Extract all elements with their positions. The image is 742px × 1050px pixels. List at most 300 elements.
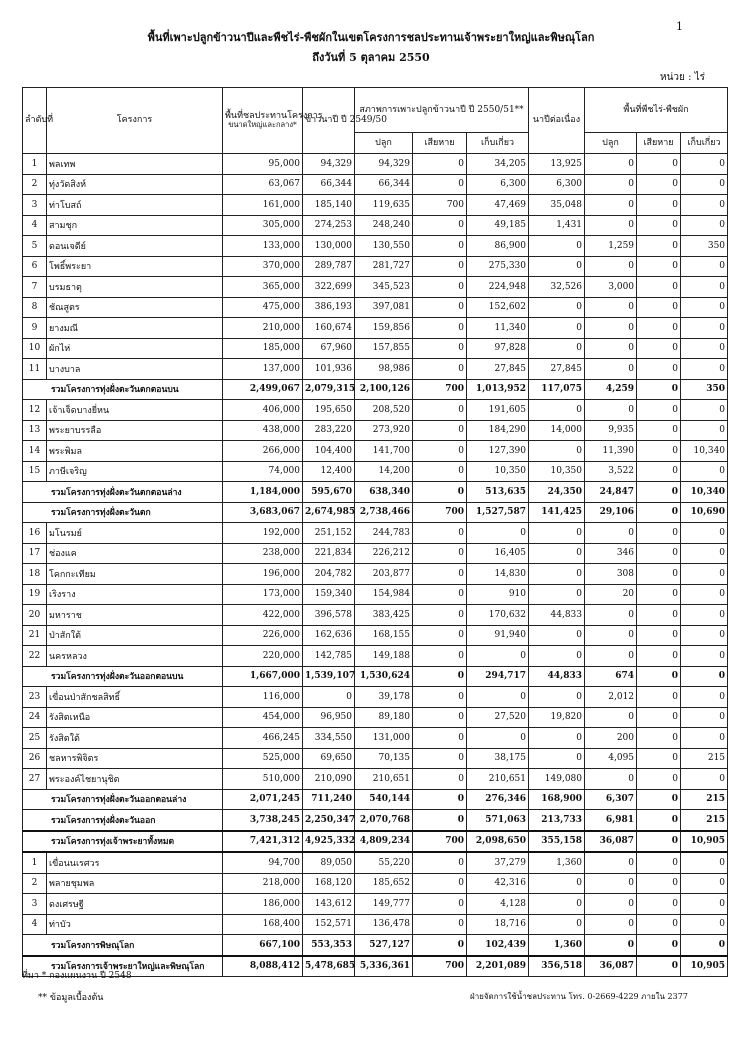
value-cell: 0 xyxy=(681,195,728,216)
value-cell: 203,877 xyxy=(355,564,413,585)
value-cell: 9,935 xyxy=(585,420,637,441)
value-cell: 0 xyxy=(585,605,637,626)
value-cell: 195,650 xyxy=(303,400,355,421)
footnote-source: ที่มา * กองแผนงาน ปี 2548 xyxy=(22,971,132,981)
value-cell: 0 xyxy=(681,769,728,790)
summary-row xyxy=(23,810,728,831)
value-cell: 5,336,361 xyxy=(355,956,413,977)
value-cell: 149,777 xyxy=(355,894,413,915)
value-cell: 89,050 xyxy=(303,852,355,873)
value-cell: 6,307 xyxy=(585,789,637,810)
value-cell: 4,095 xyxy=(585,748,637,769)
table-row xyxy=(23,584,728,605)
value-cell: 466,245 xyxy=(223,728,303,749)
project-name: ดอนเจดีย์ xyxy=(47,236,223,257)
value-cell: 130,550 xyxy=(355,236,413,257)
value-cell: 0 xyxy=(413,605,467,626)
value-cell: 0 xyxy=(637,894,681,915)
value-cell: 1,431 xyxy=(529,215,585,236)
table-row xyxy=(23,873,728,894)
project-name: ท่าบัว xyxy=(47,914,223,935)
summary-label: รวมโครงการทุ่งฝั่งตะวันออกตอนบน xyxy=(23,666,223,687)
value-cell: 1,013,952 xyxy=(467,379,529,400)
value-cell: 0 xyxy=(529,584,585,605)
value-cell: 275,330 xyxy=(467,256,529,277)
value-cell: 0 xyxy=(681,318,728,339)
value-cell: 0 xyxy=(637,256,681,277)
value-cell: 116,000 xyxy=(223,687,303,708)
value-cell: 173,000 xyxy=(223,584,303,605)
project-name: โพธิ์พระยา xyxy=(47,256,223,277)
value-cell: 0 xyxy=(585,873,637,894)
value-cell: 1,539,107 xyxy=(303,666,355,687)
value-cell: 527,127 xyxy=(355,935,413,956)
header-field-group: พื้นที่พืชไร่-พืชผัก xyxy=(585,88,728,133)
value-cell: 36,087 xyxy=(585,956,637,977)
value-cell: 0 xyxy=(637,379,681,400)
value-cell: 3,738,245 xyxy=(223,810,303,831)
value-cell: 0 xyxy=(637,605,681,626)
value-cell: 2,499,067 xyxy=(223,379,303,400)
table-row xyxy=(23,564,728,585)
value-cell: 0 xyxy=(681,543,728,564)
value-cell: 192,000 xyxy=(223,523,303,544)
row-number: 2 xyxy=(23,174,47,195)
value-cell: 0 xyxy=(413,461,467,482)
value-cell: 2,098,650 xyxy=(467,831,529,853)
value-cell: 383,425 xyxy=(355,605,413,626)
value-cell: 238,000 xyxy=(223,543,303,564)
header-irrigated-area xyxy=(223,88,323,154)
value-cell: 133,000 xyxy=(223,236,303,257)
value-cell: 0 xyxy=(637,769,681,790)
value-cell: 0 xyxy=(585,707,637,728)
value-cell: 27,520 xyxy=(467,707,529,728)
value-cell: 0 xyxy=(529,625,585,646)
value-cell: 0 xyxy=(637,277,681,298)
header-status-group: สภาพการเพาะปลูกข้าวนาปี ปี 2550/51** xyxy=(355,88,529,133)
row-number: 15 xyxy=(23,461,47,482)
value-cell: 0 xyxy=(637,666,681,687)
value-cell: 0 xyxy=(681,256,728,277)
value-cell: 221,834 xyxy=(303,543,355,564)
value-cell: 475,000 xyxy=(223,297,303,318)
value-cell: 0 xyxy=(413,236,467,257)
value-cell: 0 xyxy=(413,748,467,769)
value-cell: 396,578 xyxy=(303,605,355,626)
value-cell: 35,048 xyxy=(529,195,585,216)
value-cell: 0 xyxy=(585,256,637,277)
project-name: เจ้าเจ็ดบางยี่หน xyxy=(47,400,223,421)
value-cell: 0 xyxy=(529,400,585,421)
value-cell: 0 xyxy=(681,523,728,544)
table-row xyxy=(23,256,728,277)
project-name: พลายชุมพล xyxy=(47,873,223,894)
row-number: 3 xyxy=(23,195,47,216)
value-cell: 365,000 xyxy=(223,277,303,298)
table-row xyxy=(23,338,728,359)
value-cell: 0 xyxy=(637,852,681,873)
value-cell: 0 xyxy=(529,873,585,894)
row-number: 7 xyxy=(23,277,47,298)
table-row xyxy=(23,420,728,441)
header-continuous: นาปีต่อเนื่อง xyxy=(529,88,585,154)
table-body xyxy=(23,154,728,977)
value-cell: 0 xyxy=(637,215,681,236)
summary-label: รวมโครงการเจ้าพระยาใหญ่และพิษณุโลก xyxy=(23,956,223,977)
value-cell: 210,651 xyxy=(355,769,413,790)
table-row xyxy=(23,894,728,915)
value-cell: 66,344 xyxy=(355,174,413,195)
value-cell: 1,259 xyxy=(585,236,637,257)
value-cell: 2,012 xyxy=(585,687,637,708)
value-cell: 220,000 xyxy=(223,646,303,667)
value-cell: 6,300 xyxy=(467,174,529,195)
value-cell: 438,000 xyxy=(223,420,303,441)
value-cell: 0 xyxy=(413,318,467,339)
project-name: ชัณสูตร xyxy=(47,297,223,318)
value-cell: 248,240 xyxy=(355,215,413,236)
value-cell: 305,000 xyxy=(223,215,303,236)
project-name: พระองค์ไชยานุชิต xyxy=(47,769,223,790)
value-cell: 0 xyxy=(681,873,728,894)
value-cell: 130,000 xyxy=(303,236,355,257)
project-name: มหาราช xyxy=(47,605,223,626)
value-cell: 0 xyxy=(413,277,467,298)
value-cell: 74,000 xyxy=(223,461,303,482)
value-cell: 397,081 xyxy=(355,297,413,318)
value-cell: 0 xyxy=(585,297,637,318)
value-cell: 191,605 xyxy=(467,400,529,421)
value-cell: 152,571 xyxy=(303,914,355,935)
value-cell: 0 xyxy=(585,769,637,790)
header-harvest: เก็บเกี่ยว xyxy=(467,133,529,154)
summary-row xyxy=(23,666,728,687)
header-plant: ปลูก xyxy=(355,133,413,154)
value-cell: 0 xyxy=(529,564,585,585)
header-field-plant: ปลูก xyxy=(585,133,637,154)
value-cell: 0 xyxy=(413,873,467,894)
value-cell: 0 xyxy=(681,687,728,708)
value-cell: 0 xyxy=(413,297,467,318)
summary-row xyxy=(23,482,728,503)
value-cell: 3,683,067 xyxy=(223,502,303,523)
value-cell: 0 xyxy=(637,873,681,894)
value-cell: 29,106 xyxy=(585,502,637,523)
header-field-damaged: เสียหาย xyxy=(637,133,681,154)
value-cell: 0 xyxy=(467,687,529,708)
value-cell: 5,478,685 xyxy=(303,956,355,977)
summary-label: รวมโครงการพิษณุโลก xyxy=(23,935,223,956)
value-cell: 0 xyxy=(413,256,467,277)
value-cell: 1,667,000 xyxy=(223,666,303,687)
value-cell: 210,000 xyxy=(223,318,303,339)
value-cell: 94,700 xyxy=(223,852,303,873)
row-number: 26 xyxy=(23,748,47,769)
header-field-harvest: เก็บเกี่ยว xyxy=(681,133,728,154)
page-number: 1 xyxy=(676,20,683,33)
row-number: 14 xyxy=(23,441,47,462)
value-cell: 32,526 xyxy=(529,277,585,298)
value-cell: 224,948 xyxy=(467,277,529,298)
value-cell: 200 xyxy=(585,728,637,749)
value-cell: 117,075 xyxy=(529,379,585,400)
value-cell: 2,201,089 xyxy=(467,956,529,977)
value-cell: 0 xyxy=(585,318,637,339)
project-name: เขื่อนนเรศวร xyxy=(47,852,223,873)
value-cell: 44,833 xyxy=(529,666,585,687)
value-cell: 149,188 xyxy=(355,646,413,667)
value-cell: 4,925,332 xyxy=(303,831,355,853)
project-name: ทุ่งวัดสิงห์ xyxy=(47,174,223,195)
table-row xyxy=(23,646,728,667)
value-cell: 0 xyxy=(529,894,585,915)
value-cell: 4,809,234 xyxy=(355,831,413,853)
table-row xyxy=(23,914,728,935)
value-cell: 0 xyxy=(413,420,467,441)
value-cell: 0 xyxy=(413,174,467,195)
value-cell: 119,635 xyxy=(355,195,413,216)
value-cell: 55,220 xyxy=(355,852,413,873)
value-cell: 1,360 xyxy=(529,935,585,956)
value-cell: 0 xyxy=(681,277,728,298)
value-cell: 161,000 xyxy=(223,195,303,216)
value-cell: 27,845 xyxy=(467,359,529,380)
value-cell: 0 xyxy=(637,174,681,195)
value-cell: 12,400 xyxy=(303,461,355,482)
value-cell: 0 xyxy=(637,236,681,257)
value-cell: 0 xyxy=(413,154,467,175)
value-cell: 0 xyxy=(637,584,681,605)
value-cell: 334,550 xyxy=(303,728,355,749)
value-cell: 0 xyxy=(585,195,637,216)
value-cell: 20 xyxy=(585,584,637,605)
value-cell: 142,785 xyxy=(303,646,355,667)
value-cell: 0 xyxy=(529,297,585,318)
summary-label: รวมโครงการทุ่งฝั่งตะวันตก xyxy=(23,502,223,523)
value-cell: 10,690 xyxy=(681,502,728,523)
value-cell: 540,144 xyxy=(355,789,413,810)
value-cell: 0 xyxy=(585,914,637,935)
value-cell: 244,783 xyxy=(355,523,413,544)
value-cell: 0 xyxy=(681,359,728,380)
document-date: ถึงวันที่ 5 ตุลาคม 2550 xyxy=(312,51,430,64)
value-cell: 91,940 xyxy=(467,625,529,646)
table-row xyxy=(23,441,728,462)
value-cell: 0 xyxy=(413,914,467,935)
header-project: โครงการ xyxy=(47,88,223,154)
value-cell: 36,087 xyxy=(585,831,637,853)
project-name: รังสิตใต้ xyxy=(47,728,223,749)
value-cell: 2,674,985 xyxy=(303,502,355,523)
project-name: ท่าโบสถ์ xyxy=(47,195,223,216)
value-cell: 0 xyxy=(681,605,728,626)
value-cell: 0 xyxy=(681,338,728,359)
value-cell: 1,527,587 xyxy=(467,502,529,523)
row-number: 13 xyxy=(23,420,47,441)
value-cell: 0 xyxy=(637,748,681,769)
value-cell: 0 xyxy=(681,728,728,749)
value-cell: 2,071,245 xyxy=(223,789,303,810)
header-rice-prev: ข้าวนาปี ปี 2549/50 xyxy=(303,88,355,154)
header-irrigated-area-sub: ขนาดใหญ่และกลาง* xyxy=(228,120,297,130)
project-name: พระยาบรรลือ xyxy=(47,420,223,441)
value-cell: 141,425 xyxy=(529,502,585,523)
value-cell: 0 xyxy=(413,543,467,564)
value-cell: 196,000 xyxy=(223,564,303,585)
value-cell: 4,128 xyxy=(467,894,529,915)
value-cell: 2,070,768 xyxy=(355,810,413,831)
table-row xyxy=(23,277,728,298)
value-cell: 700 xyxy=(413,956,467,977)
value-cell: 0 xyxy=(303,687,355,708)
row-number: 27 xyxy=(23,769,47,790)
value-cell: 0 xyxy=(467,728,529,749)
project-name: ภาษีเจริญ xyxy=(47,461,223,482)
table-row xyxy=(23,400,728,421)
value-cell: 0 xyxy=(681,174,728,195)
value-cell: 6,300 xyxy=(529,174,585,195)
table-row xyxy=(23,236,728,257)
value-cell: 0 xyxy=(413,523,467,544)
value-cell: 0 xyxy=(681,935,728,956)
row-number: 6 xyxy=(23,256,47,277)
value-cell: 294,717 xyxy=(467,666,529,687)
project-name: ผักไห่ xyxy=(47,338,223,359)
value-cell: 0 xyxy=(681,584,728,605)
row-number: 16 xyxy=(23,523,47,544)
row-number: 23 xyxy=(23,687,47,708)
value-cell: 0 xyxy=(467,523,529,544)
value-cell: 27,845 xyxy=(529,359,585,380)
value-cell: 160,674 xyxy=(303,318,355,339)
value-cell: 0 xyxy=(413,789,467,810)
value-cell: 24,847 xyxy=(585,482,637,503)
value-cell: 0 xyxy=(637,625,681,646)
value-cell: 0 xyxy=(637,564,681,585)
value-cell: 215 xyxy=(681,748,728,769)
project-name: ชลหารพิจิตร xyxy=(47,748,223,769)
value-cell: 0 xyxy=(637,831,681,853)
row-number: 25 xyxy=(23,728,47,749)
value-cell: 0 xyxy=(529,646,585,667)
value-cell: 10,350 xyxy=(467,461,529,482)
value-cell: 0 xyxy=(585,625,637,646)
value-cell: 0 xyxy=(529,236,585,257)
summary-row xyxy=(23,789,728,810)
value-cell: 204,782 xyxy=(303,564,355,585)
header-no: ลำดับที่ xyxy=(23,88,47,154)
value-cell: 0 xyxy=(637,195,681,216)
value-cell: 10,350 xyxy=(529,461,585,482)
value-cell: 34,205 xyxy=(467,154,529,175)
value-cell: 0 xyxy=(413,687,467,708)
value-cell: 0 xyxy=(637,154,681,175)
value-cell: 10,905 xyxy=(681,831,728,853)
value-cell: 674 xyxy=(585,666,637,687)
summary-label: รวมโครงการทุ่งฝั่งตะวันออกตอนล่าง xyxy=(23,789,223,810)
value-cell: 0 xyxy=(637,810,681,831)
row-number: 10 xyxy=(23,338,47,359)
value-cell: 386,193 xyxy=(303,297,355,318)
row-number: 20 xyxy=(23,605,47,626)
value-cell: 0 xyxy=(529,256,585,277)
value-cell: 406,000 xyxy=(223,400,303,421)
value-cell: 154,984 xyxy=(355,584,413,605)
value-cell: 0 xyxy=(681,894,728,915)
table-row xyxy=(23,728,728,749)
project-name: พลเทพ xyxy=(47,154,223,175)
value-cell: 66,344 xyxy=(303,174,355,195)
value-cell: 454,000 xyxy=(223,707,303,728)
value-cell: 0 xyxy=(637,502,681,523)
value-cell: 149,080 xyxy=(529,769,585,790)
value-cell: 0 xyxy=(413,625,467,646)
value-cell: 131,000 xyxy=(355,728,413,749)
value-cell: 141,700 xyxy=(355,441,413,462)
value-cell: 0 xyxy=(413,441,467,462)
table-row xyxy=(23,769,728,790)
value-cell: 98,986 xyxy=(355,359,413,380)
unit-label: หน่วย : ไร่ xyxy=(660,72,706,83)
value-cell: 24,350 xyxy=(529,482,585,503)
project-name: เริงราง xyxy=(47,584,223,605)
value-cell: 700 xyxy=(413,195,467,216)
value-cell: 127,390 xyxy=(467,441,529,462)
value-cell: 3,000 xyxy=(585,277,637,298)
value-cell: 0 xyxy=(413,338,467,359)
value-cell: 42,316 xyxy=(467,873,529,894)
value-cell: 0 xyxy=(413,400,467,421)
value-cell: 185,652 xyxy=(355,873,413,894)
table-row xyxy=(23,625,728,646)
table-row xyxy=(23,318,728,339)
summary-row xyxy=(23,935,728,956)
value-cell: 185,000 xyxy=(223,338,303,359)
value-cell: 0 xyxy=(681,914,728,935)
value-cell: 0 xyxy=(585,400,637,421)
value-cell: 0 xyxy=(637,297,681,318)
value-cell: 143,612 xyxy=(303,894,355,915)
value-cell: 0 xyxy=(413,359,467,380)
value-cell: 185,140 xyxy=(303,195,355,216)
value-cell: 370,000 xyxy=(223,256,303,277)
value-cell: 137,000 xyxy=(223,359,303,380)
value-cell: 0 xyxy=(681,297,728,318)
table-row xyxy=(23,523,728,544)
value-cell: 1,530,624 xyxy=(355,666,413,687)
project-name: โคกกะเทียม xyxy=(47,564,223,585)
value-cell: 208,520 xyxy=(355,400,413,421)
value-cell: 101,936 xyxy=(303,359,355,380)
value-cell: 69,650 xyxy=(303,748,355,769)
value-cell: 0 xyxy=(681,707,728,728)
value-cell: 0 xyxy=(637,789,681,810)
row-number: 8 xyxy=(23,297,47,318)
value-cell: 0 xyxy=(585,174,637,195)
value-cell: 96,950 xyxy=(303,707,355,728)
value-cell: 218,000 xyxy=(223,873,303,894)
value-cell: 0 xyxy=(681,461,728,482)
value-cell: 513,635 xyxy=(467,482,529,503)
summary-label: รวมโครงการทุ่งฝั่งตะวันตกตอนบน xyxy=(23,379,223,400)
table-row xyxy=(23,461,728,482)
value-cell: 0 xyxy=(585,935,637,956)
value-cell: 0 xyxy=(637,523,681,544)
value-cell: 356,518 xyxy=(529,956,585,977)
value-cell: 0 xyxy=(637,646,681,667)
table-row xyxy=(23,359,728,380)
